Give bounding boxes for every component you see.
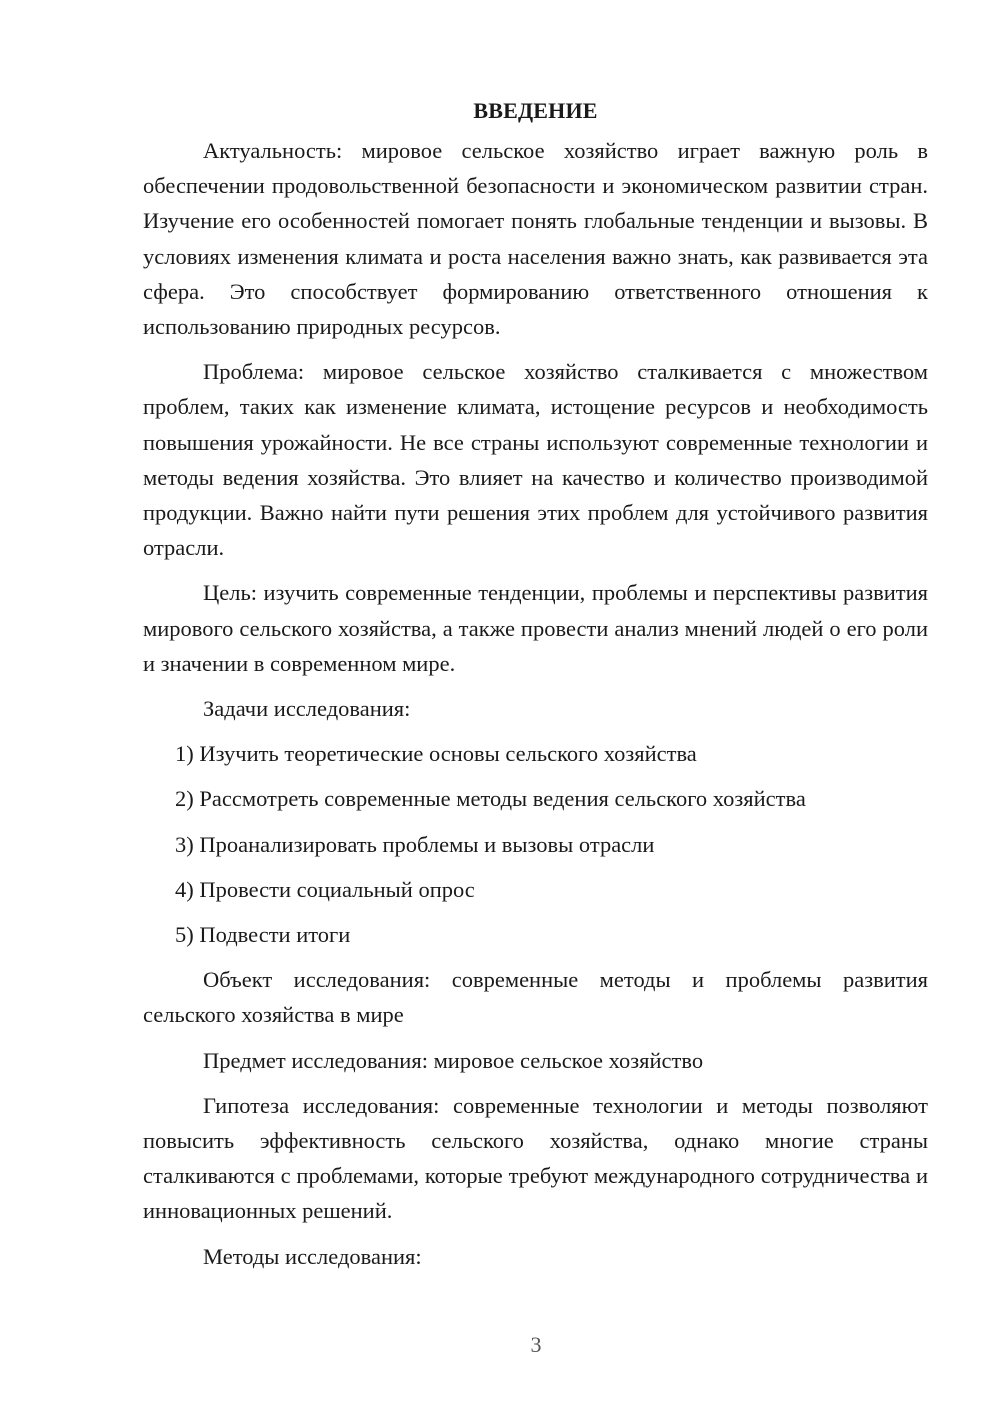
problem-paragraph: Проблема: мировое сельское хозяйство сталкивается с множеством проблем, таких как изменение климата, истощение ресурсов и необходимость повышения урожайности. Не все страны используют современные технологии и методы ведения хозяйства. Это влияет на качество и количество производимой продукции. Важно найти пути решения этих проблем для устойчивого развития отрасли. — [143, 359, 928, 561]
object-paragraph: Объект исследования: современные методы и проблемы развития сельского хозяйства в мире — [143, 967, 928, 1028]
page-number: 3 — [530, 1332, 542, 1357]
task-item: 2) Рассмотреть современные методы ведения сельского хозяйства — [175, 786, 806, 812]
tasks-list — [143, 736, 928, 952]
task-item: 4) Провести социальный опрос — [175, 876, 475, 902]
hypothesis-paragraph: Гипотеза исследования: современные технологии и методы позволяют повысить эффективность сельского хозяйства, однако многие страны сталкиваются с проблемами, которые требуют международного сотрудничества и инновационных решений. — [143, 1092, 928, 1224]
subject-paragraph: Предмет исследования: мировое сельское хозяйство — [203, 1047, 704, 1073]
methods-heading: Методы исследования: — [203, 1243, 422, 1269]
section-title: ВВЕДЕНИЕ — [473, 98, 598, 123]
goal-paragraph: Цель: изучить современные тенденции, проблемы и перспективы развития мирового сельского хозяйства, а также провести анализ мнений людей о его роли и значении в современном мире. — [143, 580, 928, 676]
tasks-heading: Задачи исследования: — [203, 696, 411, 722]
task-item: 5) Подвести итоги — [175, 922, 351, 948]
relevance-paragraph: Актуальность: мировое сельское хозяйство играет важную роль в обеспечении продовольственной безопасности и экономическом развитии стран. Изучение его особенностей помогает понять глобальные тенденции и вызовы. В условиях изменения климата и роста населения важно знать, как развивается эта сфера. Это способствует формированию ответственного отношения к использованию природных ресурсов. — [143, 138, 928, 340]
page-content — [143, 93, 928, 1284]
task-item: 3) Проанализировать проблемы и вызовы отрасли — [175, 831, 655, 857]
task-item: 1) Изучить теоретические основы сельского хозяйства — [175, 741, 697, 767]
